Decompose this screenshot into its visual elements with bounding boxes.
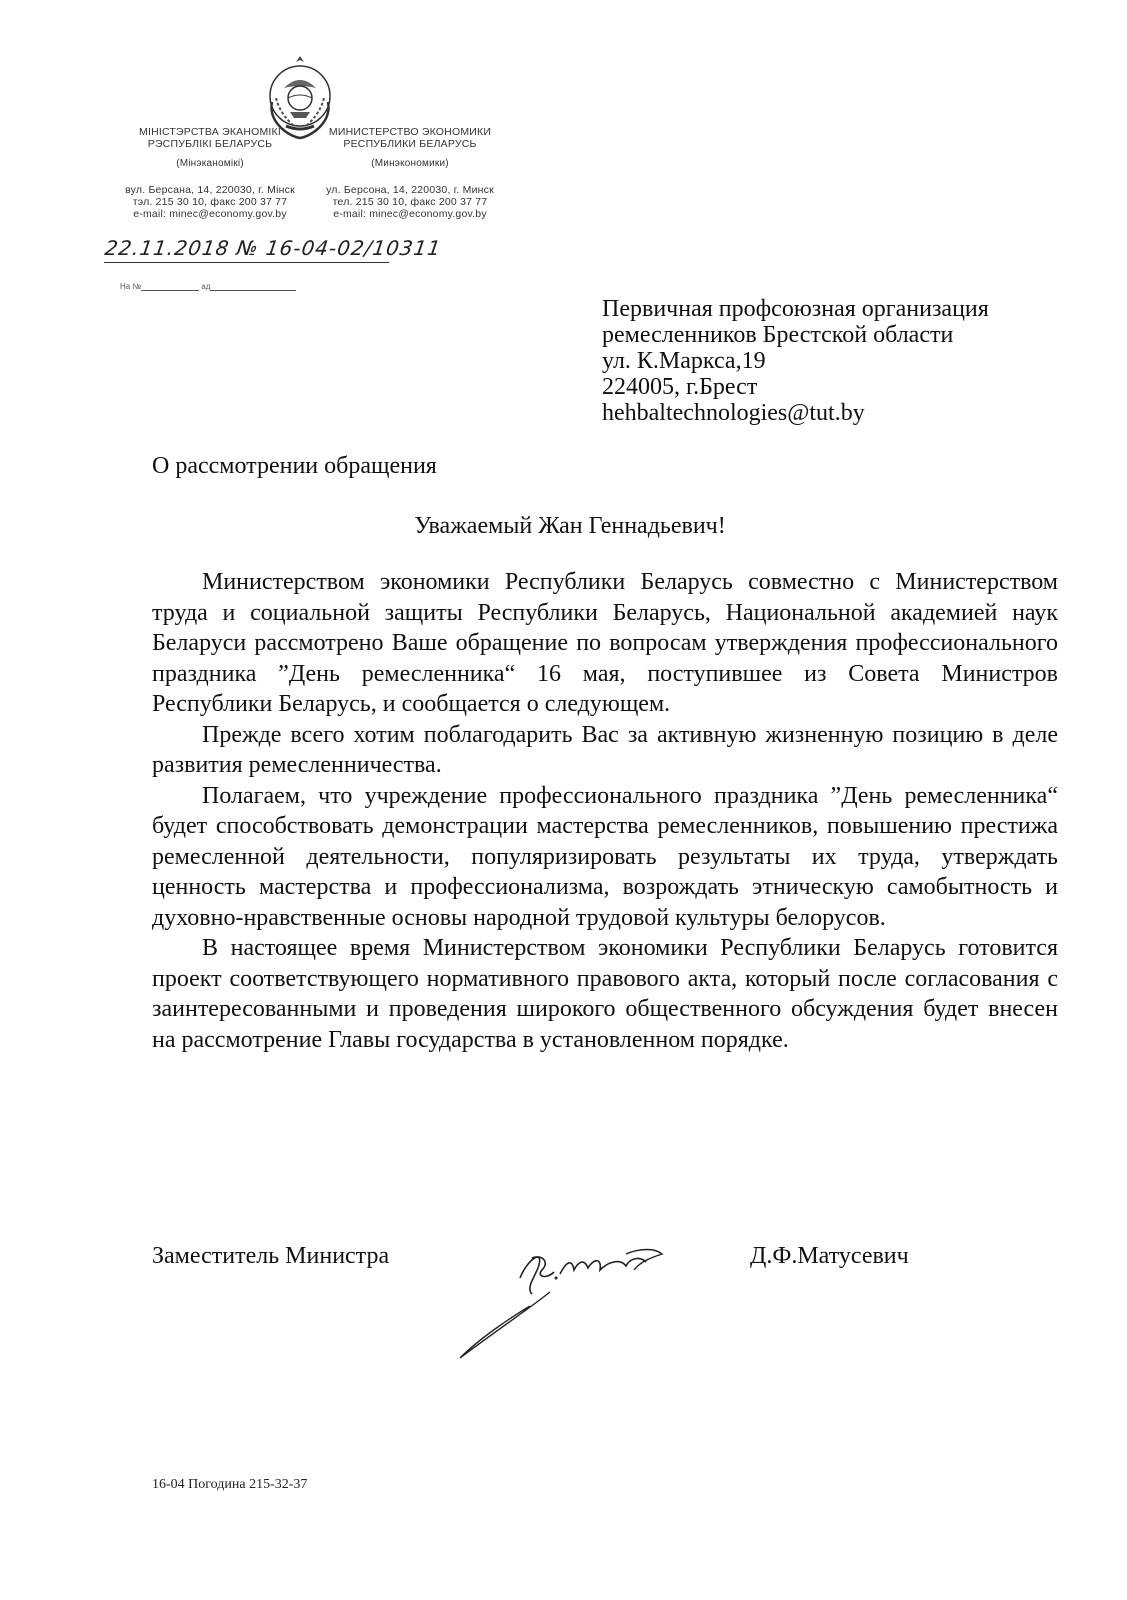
registration-underline bbox=[104, 262, 389, 263]
signatory-name: Д.Ф.Матусевич bbox=[750, 1243, 909, 1269]
address-by: вул. Берсана, 14, 220030, г. Мінск bbox=[125, 184, 295, 196]
addressee-line: 224005, г.Брест bbox=[602, 374, 758, 400]
reference-line bbox=[120, 282, 296, 291]
address-ru: ул. Берсона, 14, 220030, г. Минск bbox=[326, 184, 494, 196]
phone-by: тэл. 215 30 10, факс 200 37 77 bbox=[132, 196, 288, 208]
letterhead-ru bbox=[310, 126, 510, 220]
addressee-block bbox=[602, 296, 1082, 426]
letter-subject: О рассмотрении обращения bbox=[152, 453, 437, 479]
body-paragraph: Министерством экономики Республики Беларусь совместно с Министерством труда и социальной защиты Республики Беларусь, Национальной академией наук Беларуси рассмотрено Ваше обращение по вопросам утверждения профессионального праздника ”День ремесленника“ 16 мая, поступившее из Совета Министров Республики Беларусь, и сообщается о следующем. bbox=[152, 569, 1058, 717]
handwritten-signature bbox=[450, 1218, 690, 1368]
addressee-line: ремесленников Брестской области bbox=[602, 322, 954, 348]
addressee-line: Первичная профсоюзная организация bbox=[602, 296, 989, 322]
letter-body bbox=[152, 567, 1058, 1055]
body-paragraph: Полагаем, что учреждение профессионального праздника ”День ремесленника“ будет способствовать демонстрации мастерства ремесленников, повышению престижа ремесленной деятельности, популяризировать результаты их труда, утверждать ценность мастерства и профессионализма, возрождать этническую самобытность и духовно-нравственные основы народной трудовой культуры белорусов. bbox=[152, 782, 1058, 931]
addressee-line: ул. К.Маркса,19 bbox=[602, 348, 766, 374]
email-by: e-mail: minec@economy.gov.by bbox=[133, 208, 287, 220]
ministry-short-ru: (Минэкономики) bbox=[371, 158, 449, 169]
ref-label-from: ад bbox=[201, 282, 211, 291]
addressee-email: hehbaltechnologies@tut.by bbox=[602, 400, 865, 426]
ref-label-no: На № bbox=[120, 282, 142, 291]
salutation: Уважаемый Жан Геннадьевич! bbox=[414, 513, 726, 539]
letterhead-by bbox=[110, 126, 310, 220]
ministry-name-ru-line1: МИНИСТЕРСТВО ЭКОНОМИКИ bbox=[328, 126, 492, 138]
ministry-name-by-line1: МІНІСТЭРСТВА ЭКАНОМІКІ bbox=[139, 126, 281, 138]
email-ru: e-mail: minec@economy.gov.by bbox=[333, 208, 487, 220]
signatory-title: Заместитель Министра bbox=[152, 1243, 390, 1269]
ministry-name-by-line2: РЭСПУБЛІКІ БЕЛАРУСЬ bbox=[147, 138, 273, 150]
phone-ru: тел. 215 30 10, факс 200 37 77 bbox=[332, 196, 488, 208]
body-paragraph: В настоящее время Министерством экономики Республики Беларусь готовится проект соответствующего нормативного правового акта, который после согласования с заинтересованными и проведения широкого общественного обсуждения будет внесен на рассмотрение Главы государства в установленном порядке. bbox=[152, 935, 1058, 1053]
ministry-name-ru-line2: РЕСПУБЛИКИ БЕЛАРУСЬ bbox=[343, 138, 477, 150]
ministry-short-by: (Мінэканомікі) bbox=[176, 158, 244, 169]
executor-note: 16-04 Погодина 215-32-37 bbox=[152, 1477, 308, 1492]
body-paragraph: Прежде всего хотим поблагодарить Вас за активную жизненную позицию в деле развития ремесленничества. bbox=[152, 721, 1058, 778]
registration-number: 22.11.2018 № 16-04-02/10311 bbox=[103, 236, 443, 260]
